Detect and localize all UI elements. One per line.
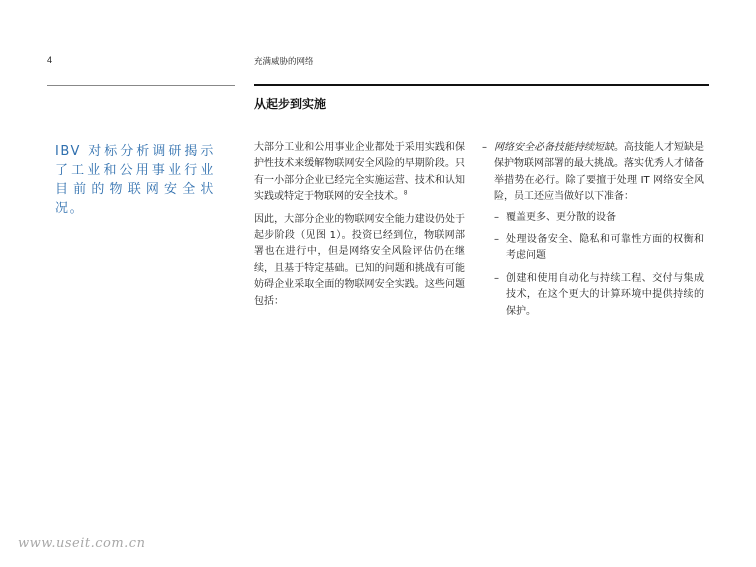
bullet-dash: –: [482, 142, 487, 153]
pull-quote: IBV 对标分析调研揭示了工业和公用事业行业目前的物联网安全状况。: [55, 144, 215, 216]
list-item: [494, 232, 704, 265]
sub-bullet-dash: –: [494, 211, 499, 223]
sub-item-text: 创建和使用自动化与持续工程、交付与集成技术，在这个更大的计算环境中提供持续的保护。: [506, 272, 704, 317]
bullet-lead: 网络安全必备技能持续短缺: [494, 142, 614, 153]
footnote-ref: 8: [404, 190, 408, 197]
body-paragraph-1-text: 大部分工业和公用事业企业都处于采用实践和保护性技术来缓解物联网安全风险的早期阶段。只有一小部分企业已经完全实施运营、技术和认知实践或特定于物联网的安全技术。: [254, 142, 465, 203]
sub-bullet-dash: –: [494, 234, 499, 246]
section-rule: [254, 84, 709, 86]
page-number: 4: [47, 55, 53, 65]
bullet-text: 。高技能人才短缺是保护物联网部署的最大挑战。落实优秀人才储备举措势在必行。除了要擅于处理 IT 网络安全风险，员工还应当做好以下准备：: [494, 142, 704, 203]
list-item: [494, 271, 704, 320]
bullet-item: [482, 140, 704, 206]
middle-column: [254, 140, 465, 316]
list-item: [494, 210, 704, 226]
sub-item-text: 覆盖更多、更分散的设备: [506, 211, 616, 223]
body-paragraph-2: 因此，大部分企业的物联网安全能力建设仍处于起步阶段（见图 1）。投资已经到位，物联网部署也在进行中，但是网络安全风险评估仍在继续，且基于特定基础。已知的问题和挑战有可能妨碍企业采取全面的物联网安全实践。这些问题包括：: [254, 213, 465, 307]
section-title: 从起步到实施: [254, 97, 327, 111]
sub-item-text: 处理设备安全、隐私和可靠性方面的权衡和考虑问题: [506, 234, 704, 262]
sub-list: [482, 210, 704, 320]
left-column-rule: [47, 85, 235, 86]
watermark: www.useit.com.cn: [18, 536, 146, 551]
running-header: 充满威胁的网络: [254, 57, 314, 67]
right-column: [482, 140, 704, 326]
body-paragraph-1: [254, 140, 465, 206]
sub-bullet-dash: –: [494, 272, 499, 284]
